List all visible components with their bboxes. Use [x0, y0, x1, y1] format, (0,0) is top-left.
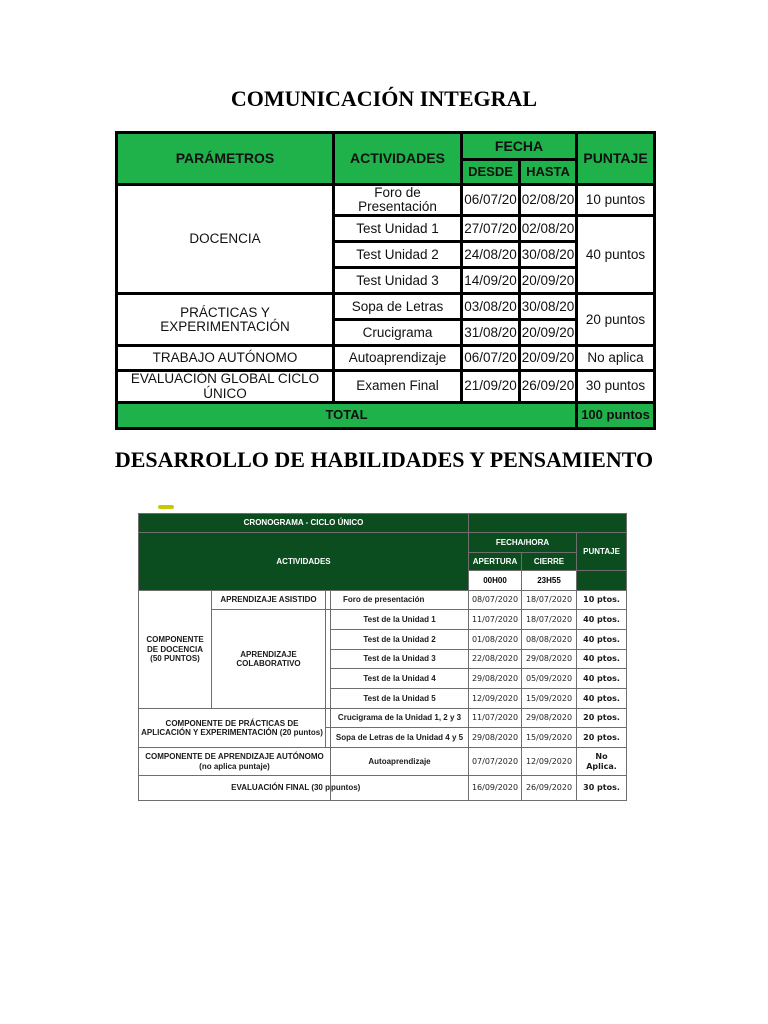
activity-cell: Sopa de Letras — [334, 294, 462, 320]
date-from: 06/07/20 — [462, 346, 520, 371]
activity-cell: Autoaprendizaje — [334, 346, 462, 371]
header-cierre: CIERRE — [522, 553, 577, 571]
table-row — [139, 708, 627, 728]
score-cell: 30 puntos — [577, 371, 655, 402]
score-cell: 30 ptos. — [577, 775, 627, 800]
table-row — [117, 294, 655, 320]
activity-cell: Crucigrama de la Unidad 1, 2 y 3 — [331, 708, 469, 728]
score-cell: 40 ptos. — [577, 649, 627, 669]
table-row — [117, 371, 655, 402]
page-title-comunicacion: COMUNICACIÓN INTEGRAL — [230, 86, 538, 111]
comunicacion-schedule-table — [115, 131, 656, 430]
activity-cell: Test Unidad 3 — [334, 268, 462, 294]
activity-cell: Sopa de Letras de la Unidad 4 y 5 — [331, 728, 469, 748]
date-open: 01/08/2020 — [469, 629, 522, 649]
date-to: 30/08/20 — [520, 294, 577, 320]
table-row — [139, 748, 627, 776]
score-cell: 10 ptos. — [577, 590, 627, 610]
date-from: 24/08/20 — [462, 242, 520, 268]
date-to: 02/08/20 — [520, 185, 577, 216]
activity-cell: Test de la Unidad 3 — [331, 649, 469, 669]
header-fecha: FECHA — [462, 133, 577, 160]
total-label: TOTAL — [117, 402, 577, 428]
date-close: 05/09/2020 — [522, 669, 577, 689]
header-hasta: HASTA — [520, 160, 577, 185]
param-trabajo: TRABAJO AUTÓNOMO — [117, 346, 334, 371]
date-open: 22/08/2020 — [469, 649, 522, 669]
page-title-desarrollo: DESARROLLO DE HABILIDADES Y PENSAMIENTO — [114, 447, 654, 472]
date-to: 26/09/20 — [520, 371, 577, 402]
hora-cierre: 23H55 — [522, 570, 577, 590]
table-row — [139, 775, 627, 800]
score-cell: 40 ptos. — [577, 689, 627, 709]
header-puntaje: PUNTAJE — [577, 133, 655, 185]
header-apertura: APERTURA — [469, 553, 522, 571]
hora-apertura: 00H00 — [469, 570, 522, 590]
activity-cell: Test Unidad 1 — [334, 216, 462, 242]
date-from: 06/07/20 — [462, 185, 520, 216]
header-desde: DESDE — [462, 160, 520, 185]
date-close: 18/07/2020 — [522, 610, 577, 630]
date-open: 12/09/2020 — [469, 689, 522, 709]
score-cell: No Aplica. — [577, 748, 627, 776]
date-to: 30/08/20 — [520, 242, 577, 268]
date-close: 15/09/2020 — [522, 689, 577, 709]
date-open: 29/08/2020 — [469, 728, 522, 748]
activity-cell: Test Unidad 2 — [334, 242, 462, 268]
date-close: 08/08/2020 — [522, 629, 577, 649]
activity-cell: Autoaprendizaje — [331, 748, 469, 776]
cronograma-table — [138, 513, 627, 801]
param-evaluacion: EVALUACIÓN GLOBAL CICLO ÚNICO — [117, 371, 334, 402]
score-cell: 20 ptos. — [577, 728, 627, 748]
header-blank — [469, 514, 627, 533]
header-blank — [577, 570, 627, 590]
header-cronograma: CRONOGRAMA - CICLO ÚNICO — [139, 514, 469, 533]
table-header-row — [139, 532, 627, 553]
date-close: 29/08/2020 — [522, 708, 577, 728]
date-to: 02/08/20 — [520, 216, 577, 242]
score-cell: 40 ptos. — [577, 610, 627, 630]
header-parametros: PARÁMETROS — [117, 133, 334, 185]
date-close: 12/09/2020 — [522, 748, 577, 776]
activity-cell: Test de la Unidad 4 — [331, 669, 469, 689]
date-open: 11/07/2020 — [469, 610, 522, 630]
date-open: 16/09/2020 — [469, 775, 522, 800]
date-open: 29/08/2020 — [469, 669, 522, 689]
componente-practicas: COMPONENTE DE PRÁCTICAS DE APLICACIÓN Y EXPERIMENTACIÓN (20 puntos) — [139, 708, 326, 747]
score-cell: No aplica — [577, 346, 655, 371]
date-close: 29/08/2020 — [522, 649, 577, 669]
activity-cell: Test de la Unidad 1 — [331, 610, 469, 630]
evaluacion-final-tail: puntos) — [331, 775, 469, 800]
activity-cell: Crucigrama — [334, 320, 462, 346]
activity-cell: Test de la Unidad 5 — [331, 689, 469, 709]
table-header-row — [139, 514, 627, 533]
date-from: 03/08/20 — [462, 294, 520, 320]
date-from: 27/07/20 — [462, 216, 520, 242]
score-cell: 40 ptos. — [577, 669, 627, 689]
total-value: 100 puntos — [577, 402, 655, 428]
score-cell: 10 puntos — [577, 185, 655, 216]
table-header-row — [117, 133, 655, 160]
evaluacion-final: EVALUACIÓN FINAL (30 p — [139, 775, 331, 800]
header-actividades: ACTIVIDADES — [334, 133, 462, 185]
activity-cell: Examen Final — [334, 371, 462, 402]
date-open: 11/07/2020 — [469, 708, 522, 728]
aprendizaje-colaborativo: APRENDIZAJE COLABORATIVO — [212, 610, 326, 708]
date-open: 08/07/2020 — [469, 590, 522, 610]
score-cell: 40 ptos. — [577, 629, 627, 649]
table-row — [117, 346, 655, 371]
score-cell: 20 puntos — [577, 294, 655, 346]
date-from: 14/09/20 — [462, 268, 520, 294]
date-to: 20/09/20 — [520, 268, 577, 294]
param-docencia: DOCENCIA — [117, 185, 334, 294]
total-row — [117, 402, 655, 428]
param-practicas: PRÁCTICAS Y EXPERIMENTACIÓN — [117, 294, 334, 346]
date-close: 26/09/2020 — [522, 775, 577, 800]
header-actividades: ACTIVIDADES — [139, 532, 469, 590]
activity-cell: Test de la Unidad 2 — [331, 629, 469, 649]
date-open: 07/07/2020 — [469, 748, 522, 776]
table-row — [139, 590, 627, 610]
date-close: 15/09/2020 — [522, 728, 577, 748]
date-from: 31/08/20 — [462, 320, 520, 346]
date-to: 20/09/20 — [520, 320, 577, 346]
componente-docencia: COMPONENTE DE DOCENCIA (50 PUNTOS) — [139, 590, 212, 708]
table-row — [117, 185, 655, 216]
date-from: 21/09/20 — [462, 371, 520, 402]
score-cell: 20 ptos. — [577, 708, 627, 728]
table-row — [139, 610, 627, 630]
score-cell: 40 puntos — [577, 216, 655, 294]
activity-cell: Foro de Presentación — [334, 185, 462, 216]
date-to: 20/09/20 — [520, 346, 577, 371]
decorative-accent — [158, 505, 174, 509]
header-puntaje: PUNTAJE — [577, 532, 627, 570]
aprendizaje-asistido: APRENDIZAJE ASISTIDO — [212, 590, 326, 610]
activity-cell: Foro de presentación — [331, 590, 469, 610]
componente-autonomo: COMPONENTE DE APRENDIZAJE AUTÓNOMO (no aplica puntaje) — [139, 748, 331, 776]
date-close: 18/07/2020 — [522, 590, 577, 610]
header-fecha-hora: FECHA/HORA — [469, 532, 577, 553]
